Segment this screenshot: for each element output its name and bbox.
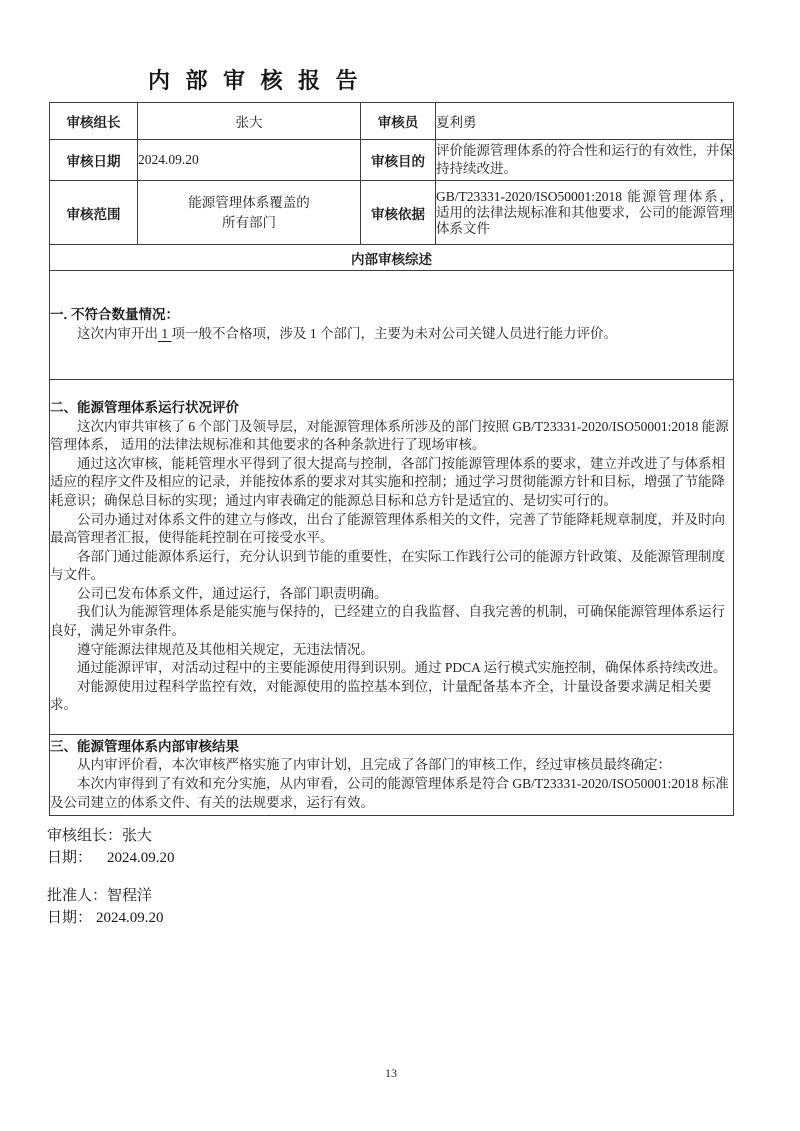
approver-signature-line	[47, 885, 175, 907]
page-number: 13	[385, 1066, 397, 1080]
approver-signature-label: 批准人：	[47, 888, 108, 904]
audit-purpose-label: 审核目的	[361, 140, 436, 181]
signature-spacer	[47, 869, 175, 885]
audit-basis-label: 审核依据	[361, 181, 436, 245]
summary-header: 内部审核综述	[50, 245, 734, 271]
section2-paragraph: 公司已发布体系文件，通过运行，各部门职责明确。	[77, 585, 388, 601]
nonconformity-count: 1	[158, 326, 172, 341]
leader-date-label: 日期：	[47, 850, 93, 866]
audit-scope-line2: 所有部门	[222, 214, 276, 230]
leader-date-value: 2024.09.20	[107, 850, 175, 866]
section2-paragraph: 这次内审共审核了 6 个部门及领导层，对能源管理体系所涉及的部门按照 GB/T23331-2020/ISO50001:2018 能源管理体系， 适用的法律法规标准和其他要求的各种条款进行了现场审核。	[50, 418, 729, 453]
section3-paragraph: 从内审评价看，本次审核严格实施了内审计划，且完成了各部门的审核工作，经过审核员最终确定：	[77, 757, 671, 773]
leader-date-line	[47, 847, 175, 869]
section3-heading: 三、能源管理体系内部审核结果	[50, 738, 239, 754]
audit-leader-label: 审核组长	[50, 103, 138, 140]
section1-text-before: 这次内审开出	[77, 326, 158, 341]
leader-signature-line	[47, 825, 175, 847]
audit-scope-line1: 能源管理体系覆盖的	[188, 194, 310, 210]
audit-date-value: 2024.09.20	[138, 140, 361, 181]
section2-paragraph: 我们认为能源管理体系是能实施与保持的，已经建立的自我监督、自我完善的机制，可确保能源管理体系运行良好，满足外审条件。	[50, 604, 725, 639]
table-row	[50, 735, 734, 816]
section1-heading: 一. 不符合数量情况：	[50, 307, 180, 323]
approver-date-line	[47, 907, 175, 929]
approver-date-label: 日期：	[47, 910, 93, 926]
audit-report-table	[49, 102, 734, 816]
leader-signature-label: 审核组长：	[47, 828, 123, 844]
section1-paragraph	[50, 325, 733, 344]
leader-signature-name: 张大	[122, 828, 153, 844]
table-row	[50, 103, 734, 140]
section3-paragraph: 本次内审得到了有效和充分实施，从内审看，公司的能源管理体系是符合 GB/T23331-2020/ISO50001:2018 标准及公司建立的体系文件、有关的法规要求，运行有效。	[50, 776, 729, 810]
table-row	[50, 181, 734, 245]
table-row	[50, 140, 734, 181]
audit-basis-value: GB/T23331-2020/ISO50001:2018 能源管理体系，适用的法律法规标准和其他要求，公司的能源管理体系文件	[436, 181, 734, 245]
section-nonconformity	[50, 271, 734, 380]
audit-purpose-value: 评价能源管理体系的符合性和运行的有效性，并保持持续改进。	[436, 140, 734, 181]
table-row	[50, 245, 734, 271]
section2-paragraph: 遵守能源法律规范及其他相关规定，无违法情况。	[77, 641, 374, 657]
audit-date-label: 审核日期	[50, 140, 138, 181]
section2-paragraph: 通过这次审核，能耗管理水平得到了很大提高与控制，各部门按能源管理体系的要求，建立并改进了与体系相适应的程序文件及相应的记录，并能按体系的要求对其实施和控制；通过学习贯彻能源方针和目标，增强了节能降耗意识；确保总目标的实现；通过内审表确定的能源总目标和总方针是适宜的、是切实可行的。	[50, 455, 725, 508]
section2-paragraph: 公司办通过对体系文件的建立与修改，出台了能源管理体系相关的文件，完善了节能降耗规章制度，并及时向最高管理者汇报，使得能耗控制在可接受水平。	[50, 511, 725, 546]
auditor-label: 审核员	[361, 103, 436, 140]
signature-block	[47, 825, 175, 929]
audit-scope-label: 审核范围	[50, 181, 138, 245]
section2-heading: 二、能源管理体系运行状况评价	[50, 399, 239, 415]
section-operation-evaluation	[50, 380, 734, 735]
page-title: 内 部 审 核 报 告	[148, 68, 363, 93]
auditor-value: 夏利勇	[436, 103, 734, 140]
approver-signature-name: 智程洋	[107, 888, 153, 904]
approver-date-value: 2024.09.20	[96, 910, 164, 926]
audit-scope-value	[138, 181, 361, 245]
section2-paragraph: 对能源使用过程科学监控有效，对能源使用的监控基本到位，计量配备基本齐全，计量设备要求满足相关要求。	[50, 678, 712, 713]
audit-leader-value: 张大	[138, 103, 361, 140]
section2-paragraph: 通过能源评审，对活动过程中的主要能源使用得到识别。通过 PDCA 运行模式实施控制，确保体系持续改进。	[77, 660, 727, 676]
section-audit-result	[50, 735, 734, 816]
table-row	[50, 380, 734, 735]
table-row	[50, 271, 734, 380]
section2-paragraph: 各部门通过能源体系运行，充分认识到节能的重要性，在实际工作践行公司的能源方针政策、及能源管理制度与文件。	[50, 548, 725, 583]
section1-text-after: 项一般不合格项，涉及 1 个部门，主要为未对公司关键人员进行能力评价。	[171, 326, 617, 341]
